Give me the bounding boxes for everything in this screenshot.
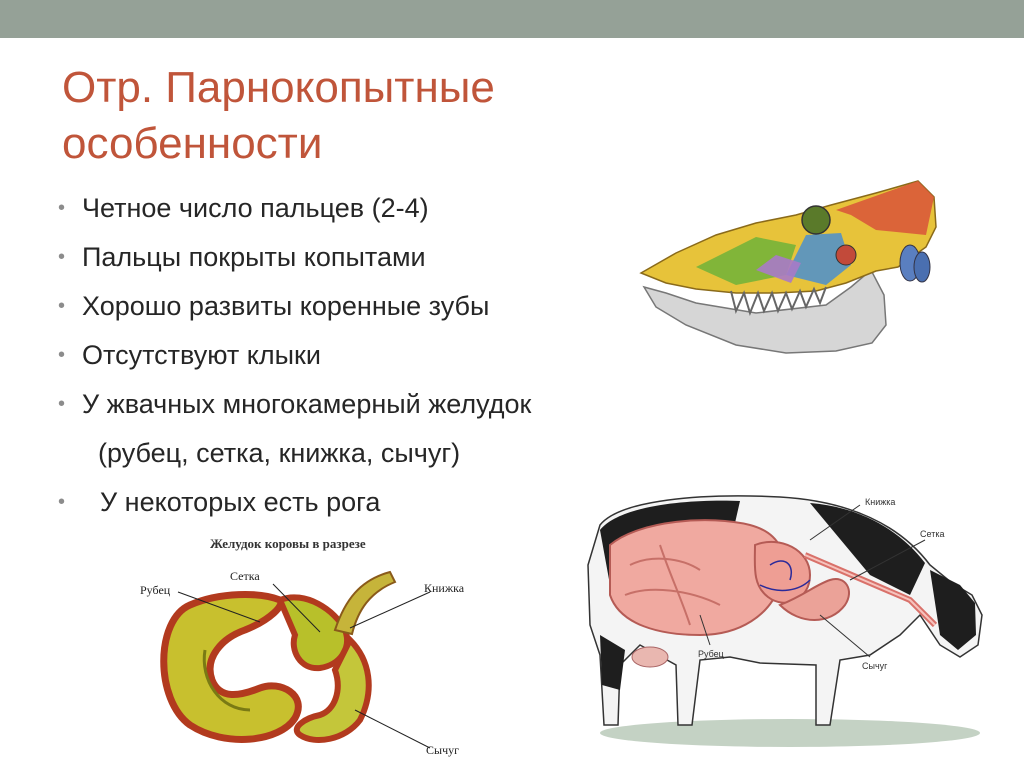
bullet-text: (рубец, сетка, книжка, сычуг): [98, 438, 461, 468]
bullet-item: [58, 233, 678, 282]
bullet-item: [58, 282, 678, 331]
bullet-marker: •: [58, 393, 66, 415]
skull-plate: [914, 252, 930, 282]
stomach-figure-title: Желудок коровы в разрезе: [210, 536, 366, 551]
label-line: [355, 710, 430, 748]
cow-label-rumen: Рубец: [698, 649, 724, 659]
bullet-text: Пальцы покрыты копытами: [82, 242, 426, 272]
bullet-marker: •: [58, 344, 66, 366]
bullet-marker: •: [58, 246, 66, 268]
title-line-1: Отр. Парнокопытные: [62, 63, 495, 112]
cow-digestion-illustration: [580, 485, 1000, 755]
label-abomasum: Сычуг: [426, 743, 460, 757]
bullet-text: Хорошо развиты коренные зубы: [82, 291, 490, 321]
slide-title: [62, 60, 662, 172]
stomach-section-illustration: [130, 530, 490, 765]
skull-plate: [836, 245, 856, 265]
rumen-shape: [164, 595, 299, 740]
bullet-marker: •: [58, 295, 66, 317]
label-reticulum: Сетка: [230, 569, 260, 583]
cow-label-abomasum: Сычуг: [862, 661, 888, 671]
cow-label-omasum: Книжка: [865, 497, 896, 507]
bullet-marker: •: [58, 197, 66, 219]
reticulum-shape: [280, 597, 347, 668]
bullet-marker: •: [58, 491, 66, 513]
bullet-list: [58, 184, 678, 527]
ground-shadow: [600, 719, 980, 747]
label-rumen: Рубец: [140, 583, 171, 597]
bullet-continuation: [58, 429, 678, 478]
bullet-item: [58, 380, 678, 429]
label-omasum: Книжка: [424, 581, 465, 595]
skull-illustration: [636, 175, 956, 380]
bullet-text: Отсутствуют клыки: [82, 340, 321, 370]
eye-socket: [802, 206, 830, 234]
bullet-item: [58, 331, 678, 380]
esophagus-shape: [335, 572, 395, 634]
top-bar: [0, 0, 1024, 38]
bullet-text: Четное число пальцев (2-4): [82, 193, 429, 223]
title-line-2: особенности: [62, 119, 323, 168]
cow-label-reticulum: Сетка: [920, 529, 945, 539]
bullet-item: [58, 184, 678, 233]
bullet-text: У некоторых есть рога: [100, 487, 381, 517]
bullet-text: У жвачных многокамерный желудок: [82, 389, 532, 419]
cow-udder: [632, 647, 668, 667]
